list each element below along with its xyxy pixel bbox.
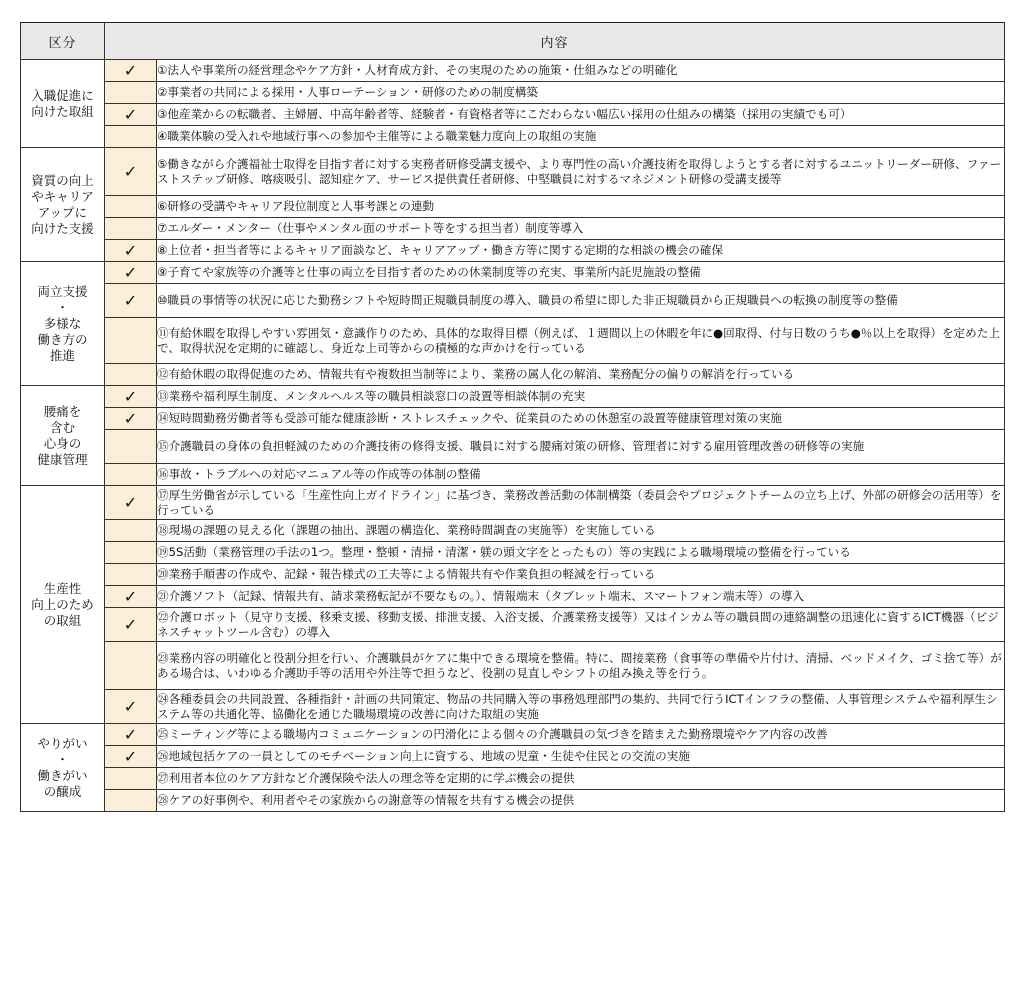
check-mark-icon: ✓ xyxy=(123,105,138,124)
table-row xyxy=(21,464,1005,486)
item-text-cell xyxy=(157,126,1005,148)
checkbox-cell[interactable] xyxy=(105,196,157,218)
category-cell: 入職促進に 向けた取組 xyxy=(21,60,105,148)
item-text-cell xyxy=(157,364,1005,386)
table-row xyxy=(21,430,1005,464)
table-row xyxy=(21,486,1005,520)
table-row xyxy=(21,126,1005,148)
item-text: ㉑介護ソフト（記録、情報共有、請求業務転記が不要なもの。）、情報端末（タブレット端末、スマートフォン端末等）の導入 xyxy=(157,589,805,603)
item-text: ⑤働きながら介護福祉士取得を目指す者に対する実務者研修受講支援や、より専門性の高い介護技術を取得しようとする者に対するユニットリーダー研修、ファーストステップ研修、喀痰吸引、認知症ケア、サービス提供責任者研修、中堅職員に対するマネジメント研修の受講支援等 xyxy=(157,156,1002,186)
item-text: ㉘ケアの好事例や、利用者やその家族からの謝意等の情報を共有する機会の提供 xyxy=(157,793,575,807)
item-text: ㉕ミーティング等による職場内コミュニケーションの円滑化による個々の介護職員の気づきを踏まえた勤務環境やケア内容の改善 xyxy=(157,727,828,741)
check-mark-icon: ✓ xyxy=(123,387,138,406)
category-header: 区分 xyxy=(21,23,105,60)
item-text: ㉒介護ロボット（見守り支援、移乗支援、移動支援、排泄支援、入浴支援、介護業務支援等）又はインカム等の職員間の連絡調整の迅速化に資するICT機器（ビジネスチャットツール含む）の導入 xyxy=(157,609,999,639)
item-text: ⑧上位者・担当者等によるキャリア面談など、キャリアアップ・働き方等に関する定期的な相談の機会の確保 xyxy=(157,243,724,257)
table-row xyxy=(21,82,1005,104)
check-mark-icon: ✓ xyxy=(123,615,138,634)
table-row xyxy=(21,284,1005,318)
item-text-cell xyxy=(157,464,1005,486)
checkbox-cell[interactable] xyxy=(105,768,157,790)
item-text-cell xyxy=(157,386,1005,408)
item-text: ⑮介護職員の身体の負担軽減のための介護技術の修得支援、職員に対する腰痛対策の研修、管理者に対する雇用管理改善の研修等の実施 xyxy=(157,439,865,453)
check-mark-icon: ✓ xyxy=(123,241,138,260)
item-text: ⑦エルダー・メンター（仕事やメンタル面のサポート等をする担当者）制度等導入 xyxy=(157,221,584,235)
checkbox-cell[interactable] xyxy=(105,486,157,520)
checkbox-cell[interactable] xyxy=(105,104,157,126)
item-text: ⑩職員の事情等の状況に応じた勤務シフトや短時間正規職員制度の導入、職員の希望に即した非正規職員から正規職員への転換の制度等の整備 xyxy=(157,293,898,307)
table-row xyxy=(21,724,1005,746)
table-row xyxy=(21,608,1005,642)
check-mark-icon: ✓ xyxy=(123,725,138,744)
item-text-cell xyxy=(157,586,1005,608)
item-text: ㉓業務内容の明確化と役割分担を行い、介護職員がケアに集中できる環境を整備。特に、間接業務（食事等の準備や片付け、清掃、ベッドメイク、ゴミ捨て等）がある場合は、いわゆる介護助手等の活用や外注等で担うなど、役割の見直しやシフトの組み換え等を行う。 xyxy=(157,650,1002,680)
item-text-cell xyxy=(157,430,1005,464)
check-mark-icon: ✓ xyxy=(123,587,138,606)
table-row xyxy=(21,746,1005,768)
item-text: ③他産業からの転職者、主婦層、中高年齢者等、経験者・有資格者等にこだわらない幅広い採用の仕組みの構築（採用の実績でも可） xyxy=(157,107,852,121)
checkbox-cell[interactable] xyxy=(105,586,157,608)
checkbox-cell[interactable] xyxy=(105,126,157,148)
item-text: ⑬業務や福利厚生制度、メンタルヘルス等の職員相談窓口の設置等相談体制の充実 xyxy=(157,389,586,403)
check-mark-icon: ✓ xyxy=(123,697,138,716)
category-cell: やりがい ・ 働きがい の醸成 xyxy=(21,724,105,812)
table-row xyxy=(21,148,1005,196)
check-mark-icon: ✓ xyxy=(123,263,138,282)
check-mark-icon: ✓ xyxy=(123,291,138,310)
check-mark-icon: ✓ xyxy=(123,409,138,428)
checkbox-cell[interactable] xyxy=(105,82,157,104)
table-body xyxy=(21,60,1005,812)
checkbox-cell[interactable] xyxy=(105,148,157,196)
item-text: ⑥研修の受講やキャリア段位制度と人事考課との連動 xyxy=(157,199,435,213)
item-text: ㉔各種委員会の共同設置、各種指針・計画の共同策定、物品の共同購入等の事務処理部門の集約、共同で行うICTインフラの整備、人事管理システムや福利厚生システム等の共通化等、協働化を通じた職場環境の改善に向けた取組の実施 xyxy=(157,691,998,721)
item-text-cell xyxy=(157,690,1005,724)
item-text-cell xyxy=(157,240,1005,262)
table-row xyxy=(21,196,1005,218)
checkbox-cell[interactable] xyxy=(105,724,157,746)
item-text-cell xyxy=(157,148,1005,196)
category-cell: 資質の向上 やキャリア アップに 向けた支援 xyxy=(21,148,105,262)
checkbox-cell[interactable] xyxy=(105,60,157,82)
checkbox-cell[interactable] xyxy=(105,464,157,486)
item-text-cell xyxy=(157,486,1005,520)
checkbox-cell[interactable] xyxy=(105,386,157,408)
checkbox-cell[interactable] xyxy=(105,240,157,262)
item-text-cell xyxy=(157,564,1005,586)
check-mark-icon: ✓ xyxy=(123,61,138,80)
table-row xyxy=(21,262,1005,284)
item-text-cell xyxy=(157,768,1005,790)
item-text-cell xyxy=(157,60,1005,82)
item-text-cell xyxy=(157,82,1005,104)
table-row xyxy=(21,564,1005,586)
item-text: ⑱現場の課題の見える化（課題の抽出、課題の構造化、業務時間調査の実施等）を実施している xyxy=(157,523,656,537)
header-row xyxy=(21,23,1005,60)
checkbox-cell[interactable] xyxy=(105,364,157,386)
item-text: ⑲5S活動（業務管理の手法の1つ。整理・整頓・清掃・清潔・躾の頭文字をとったもの）等の実践による職場環境の整備を行っている xyxy=(157,545,851,559)
checkbox-cell[interactable] xyxy=(105,642,157,690)
table-row xyxy=(21,520,1005,542)
checkbox-cell[interactable] xyxy=(105,746,157,768)
item-text-cell xyxy=(157,642,1005,690)
table-row xyxy=(21,790,1005,812)
content-header: 内容 xyxy=(105,23,1005,60)
check-mark-icon: ✓ xyxy=(123,493,138,512)
check-mark-icon: ✓ xyxy=(123,747,138,766)
item-text-cell xyxy=(157,284,1005,318)
item-text-cell xyxy=(157,104,1005,126)
table-row xyxy=(21,542,1005,564)
checkbox-cell[interactable] xyxy=(105,318,157,364)
table-row xyxy=(21,240,1005,262)
checkbox-cell[interactable] xyxy=(105,790,157,812)
checkbox-cell[interactable] xyxy=(105,608,157,642)
checkbox-cell[interactable] xyxy=(105,690,157,724)
checkbox-cell[interactable] xyxy=(105,430,157,464)
item-text: ⑪有給休暇を取得しやすい雰囲気・意識作りのため、具体的な取得目標（例えば、１週間以上の休暇を年に●回取得、付与日数のうち●％以上を取得）を定めた上で、取得状況を定期的に確認し、身近な上司等からの積極的な声かけを行っている xyxy=(157,325,1000,355)
item-text: ⑨子育てや家族等の介護等と仕事の両立を目指す者のための休業制度等の充実、事業所内託児施設の整備 xyxy=(157,265,701,279)
category-cell: 腰痛を 含む 心身の 健康管理 xyxy=(21,386,105,486)
checkbox-cell[interactable] xyxy=(105,408,157,430)
table-row xyxy=(21,586,1005,608)
table-row xyxy=(21,386,1005,408)
item-text: ⑭短時間勤務労働者等も受診可能な健康診断・ストレスチェックや、従業員のための休憩室の設置等健康管理対策の実施 xyxy=(157,411,782,425)
checkbox-cell[interactable] xyxy=(105,284,157,318)
item-text-cell xyxy=(157,724,1005,746)
measures-table xyxy=(20,22,1005,812)
table-row xyxy=(21,218,1005,240)
item-text-cell xyxy=(157,196,1005,218)
item-text-cell xyxy=(157,408,1005,430)
item-text-cell xyxy=(157,262,1005,284)
item-text-cell xyxy=(157,318,1005,364)
table-row xyxy=(21,408,1005,430)
category-cell: 生産性 向上のため の取組 xyxy=(21,486,105,724)
item-text-cell xyxy=(157,218,1005,240)
table-row xyxy=(21,768,1005,790)
checkbox-cell[interactable] xyxy=(105,564,157,586)
item-text-cell xyxy=(157,520,1005,542)
item-text: ①法人や事業所の経営理念やケア方針・人材育成方針、その実現のための施策・仕組みなどの明確化 xyxy=(157,63,678,77)
check-mark-icon: ✓ xyxy=(123,162,138,181)
checkbox-cell[interactable] xyxy=(105,262,157,284)
item-text: ②事業者の共同による採用・人事ローテーション・研修のための制度構築 xyxy=(157,85,538,99)
checkbox-cell[interactable] xyxy=(105,520,157,542)
item-text: ⑯事故・トラブルへの対応マニュアル等の作成等の体制の整備 xyxy=(157,467,481,481)
checkbox-cell[interactable] xyxy=(105,218,157,240)
item-text-cell xyxy=(157,542,1005,564)
table-row xyxy=(21,60,1005,82)
item-text: ⑫有給休暇の取得促進のため、情報共有や複数担当制等により、業務の属人化の解消、業務配分の偏りの解消を行っている xyxy=(157,367,795,381)
item-text-cell xyxy=(157,790,1005,812)
item-text: ⑰厚生労働省が示している「生産性向上ガイドライン」に基づき、業務改善活動の体制構築（委員会やプロジェクトチームの立ち上げ、外部の研修会の活用等）を行っている xyxy=(157,487,1002,517)
item-text: ⑳業務手順書の作成や、記録・報告様式の工夫等による情報共有や作業負担の軽減を行っている xyxy=(157,567,656,581)
item-text: ㉗利用者本位のケア方針など介護保険や法人の理念等を定期的に学ぶ機会の提供 xyxy=(157,771,575,785)
category-cell: 両立支援 ・ 多様な 働き方の 推進 xyxy=(21,262,105,386)
item-text-cell xyxy=(157,746,1005,768)
item-text: ㉖地域包括ケアの一員としてのモチベーション向上に資する、地域の児童・生徒や住民との交流の実施 xyxy=(157,749,690,763)
checkbox-cell[interactable] xyxy=(105,542,157,564)
item-text: ④職業体験の受入れや地域行事への参加や主催等による職業魅力度向上の取組の実施 xyxy=(157,129,597,143)
table-row xyxy=(21,104,1005,126)
table-row xyxy=(21,642,1005,690)
table-row xyxy=(21,364,1005,386)
item-text-cell xyxy=(157,608,1005,642)
table-row xyxy=(21,318,1005,364)
table-row xyxy=(21,690,1005,724)
